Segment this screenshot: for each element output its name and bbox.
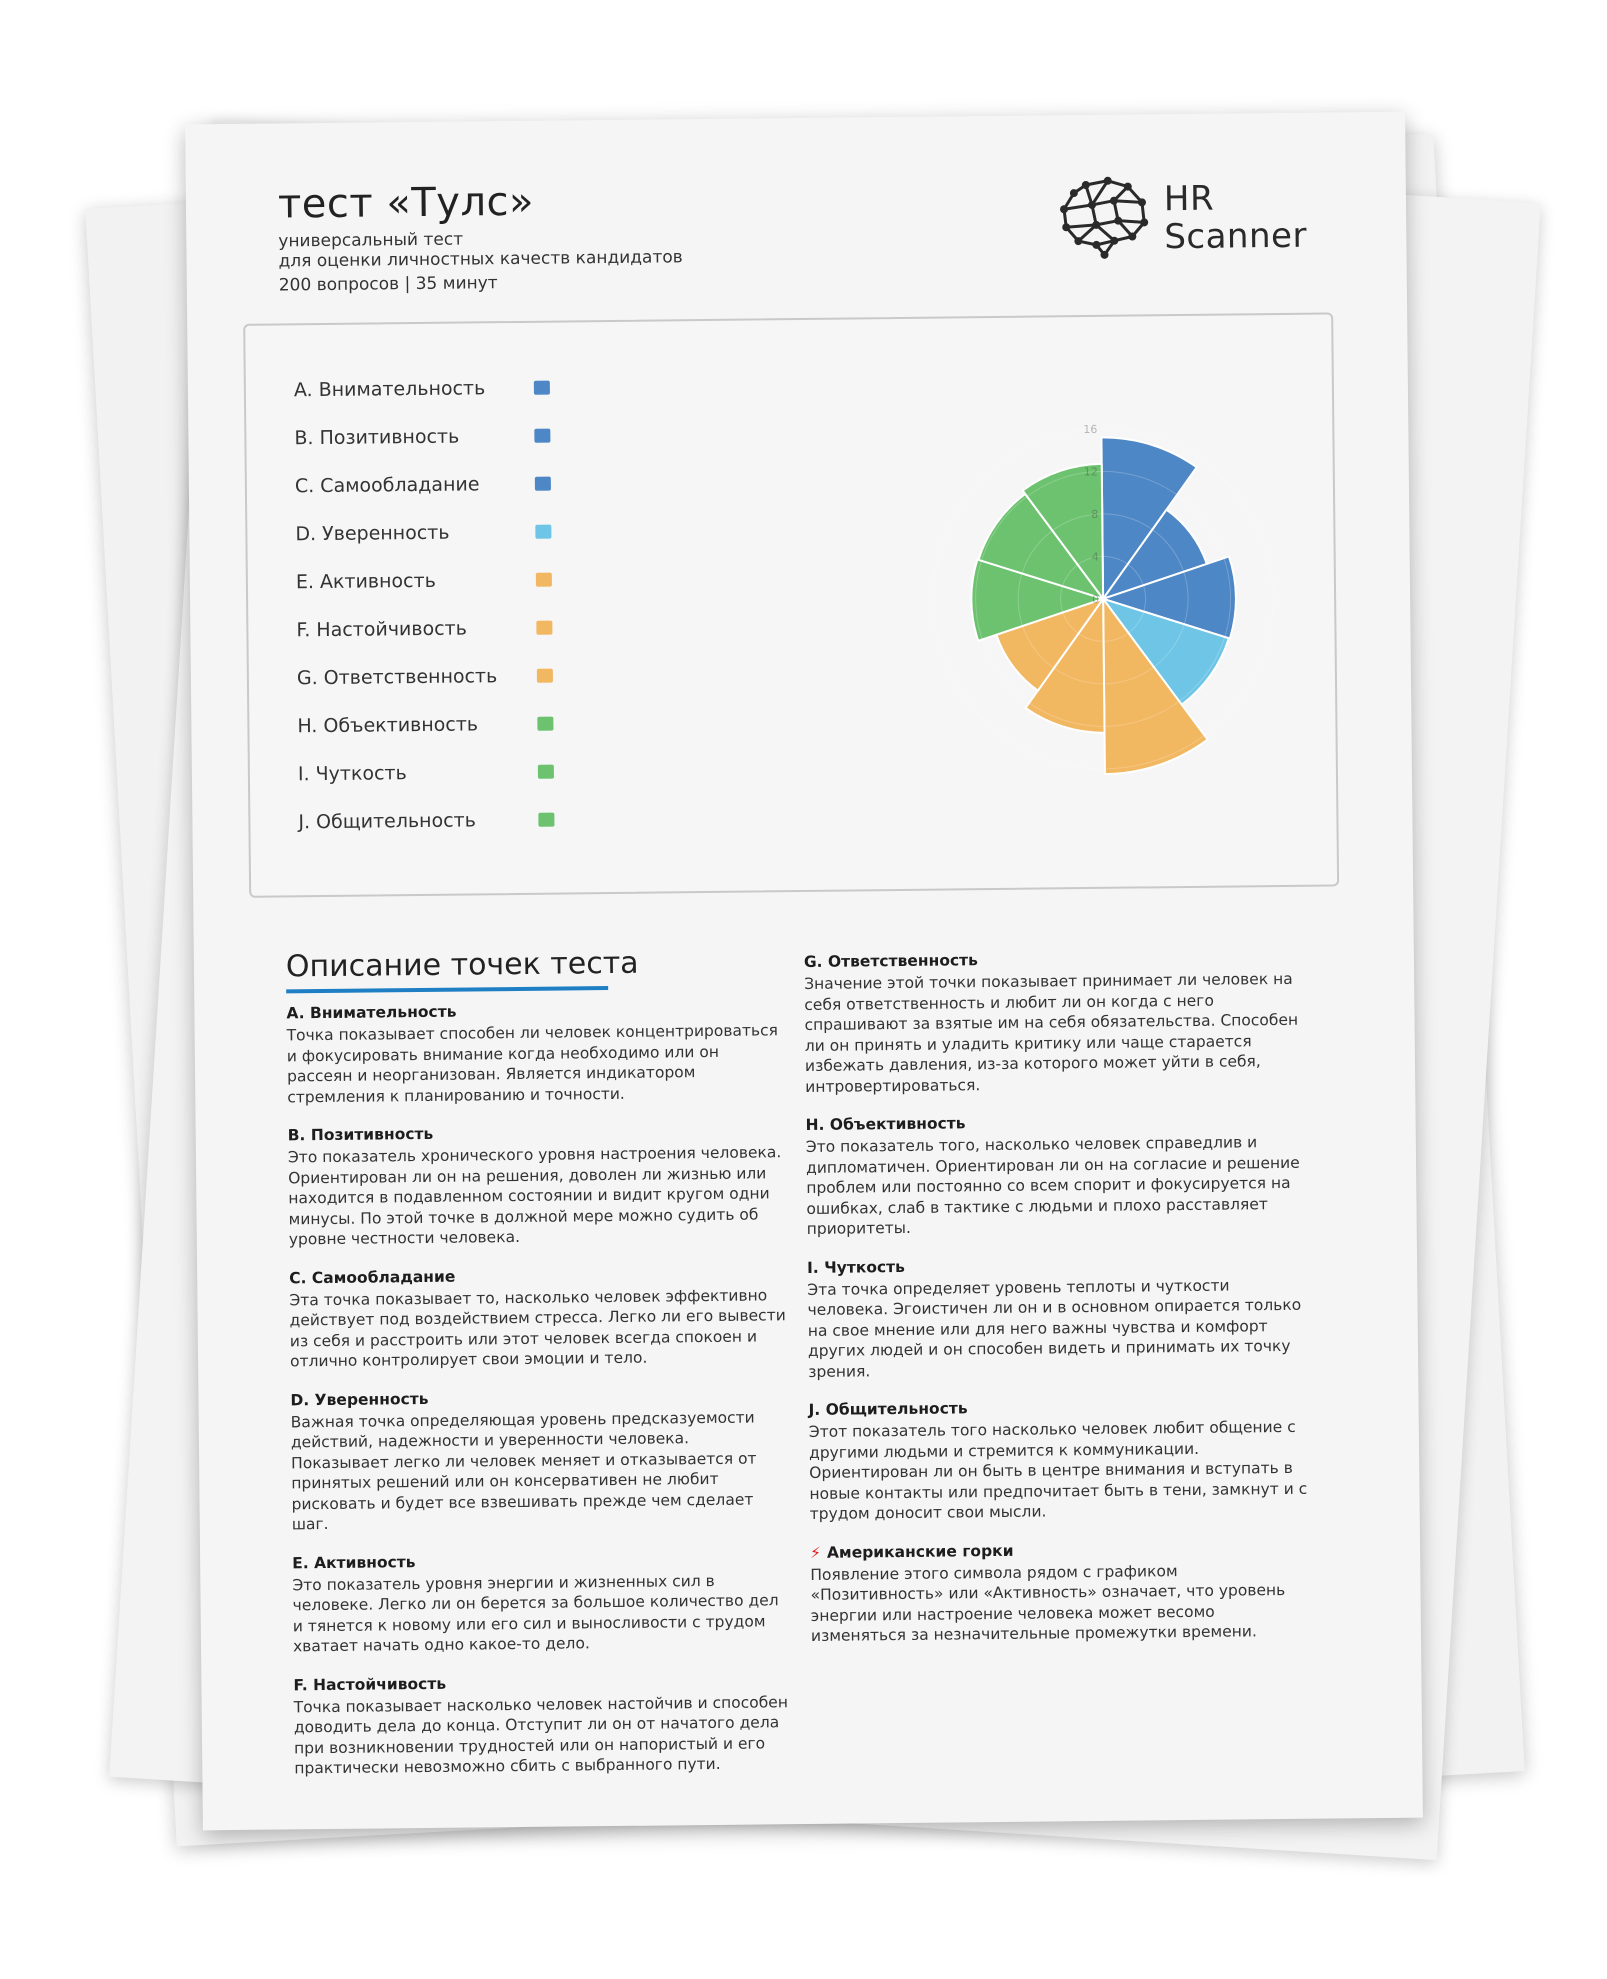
description-heading	[290, 1385, 790, 1410]
description-block	[288, 1120, 789, 1250]
description-text: Эта точка определяет уровень теплоты и чуткости человека. Эгоистичен ли он и в основном опирается только на свое мнение или для него важны чувства и комфорт других людей и он способен видеть и принимать их точку зрения.	[807, 1276, 1302, 1381]
description-block	[290, 1385, 791, 1535]
description-heading-text: Американские горки	[826, 1541, 1014, 1562]
description-heading-text: J. Общительность	[808, 1399, 968, 1419]
legend-item	[297, 704, 577, 755]
front-sheet	[185, 112, 1423, 1831]
legend-item	[297, 656, 577, 707]
description-heading-text: A. Внимательность	[286, 1002, 457, 1023]
hr-scanner-logo	[1056, 172, 1357, 275]
rose-tick-label: 16	[1083, 422, 1098, 437]
description-text: Это показатель хронического уровня настроения человека. Ориентирован ли он на решения, доволен ли жизнью или находится в подавленном состоянии и видит кругом одни минусы. По этой точке в должной мере можно судить об уровне честности человека.	[287, 1143, 782, 1249]
legend-swatch	[535, 477, 551, 491]
legend-swatch	[534, 381, 550, 395]
description-block	[292, 1548, 793, 1657]
legend-label: C. Самообладание	[294, 473, 480, 498]
description-text: Значение этой точки показывает принимает ли человек на себя ответственность и любит ли он когда с него спрашивают за взятые им на себя обязательства. Способен ли он принять и уладить критику или чаще старается избежать давления, из-за которого может уйти в себя, интровертироваться.	[804, 969, 1299, 1096]
legend-label: J. Общительность	[298, 809, 476, 834]
legend-item	[295, 512, 575, 563]
description-block	[808, 1395, 1309, 1525]
subtitle-line-1: универсальный тест	[278, 229, 464, 252]
brain-network-icon	[1056, 174, 1153, 265]
rose-tick-label: 8	[1091, 507, 1099, 521]
description-block	[806, 1110, 1307, 1240]
description-heading	[806, 1110, 1306, 1135]
chart-legend	[294, 368, 579, 851]
description-heading	[286, 998, 786, 1023]
description-title: Описание точек теста	[285, 945, 639, 985]
logo-line-1: HR	[1163, 178, 1215, 220]
subtitle-line-2: для оценки личностных качеств кандидатов	[278, 247, 683, 272]
legend-label: I. Чуткость	[297, 762, 407, 786]
description-heading	[289, 1263, 789, 1288]
legend-swatch	[536, 621, 552, 635]
description-column-right	[804, 947, 1311, 1665]
legend-swatch	[538, 813, 554, 827]
polar-area-chart	[865, 325, 1321, 880]
legend-swatch	[536, 573, 552, 587]
description-heading-text: E. Активность	[292, 1552, 416, 1572]
description-block	[804, 947, 1305, 1097]
description-block	[286, 998, 787, 1107]
description-heading	[810, 1537, 1310, 1562]
description-heading	[292, 1548, 792, 1573]
description-heading	[288, 1120, 788, 1145]
description-heading-text: H. Объективность	[805, 1114, 966, 1134]
description-column-left	[286, 998, 794, 1797]
legend-label: H. Объективность	[297, 713, 479, 738]
description-block	[289, 1263, 790, 1372]
description-heading	[804, 947, 1304, 972]
legend-label: A. Внимательность	[293, 377, 486, 402]
legend-swatch	[535, 525, 551, 539]
legend-item	[298, 800, 578, 851]
description-heading-text: C. Самообладание	[289, 1267, 456, 1287]
rose-tick-label: 4	[1091, 550, 1099, 564]
description-title-underline	[286, 986, 608, 993]
description-text: Эта точка показывает то, насколько человек эффективно действует под воздействием стресса. Легко ли его вывести из себя и расстроить или этот человек всегда спокоен и отлично контролирует свои эмоции и тело.	[289, 1285, 786, 1371]
description-block	[293, 1670, 794, 1779]
description-heading	[808, 1395, 1308, 1420]
legend-label: B. Позитивность	[294, 425, 460, 450]
description-text: Точка показывает насколько человек настойчив и способен доводить дела до конца. Отступит ли он от начатого дела при возникновении трудностей или он напористый и его практически невозможно сбить с выбранного пути.	[293, 1692, 788, 1778]
legend-item	[296, 608, 576, 659]
legend-item	[294, 368, 574, 419]
description-text: Это показатель того, насколько человек справедлив и дипломатичен. Ориентирован ли он на согласие и решение проблем или постоянно со всем спорит и фокусируется на ошибках, слаб в тактике с людьми и плохо расставляет приоритеты.	[805, 1133, 1300, 1238]
test-meta: 200 вопросов | 35 минут	[278, 273, 498, 296]
description-block	[810, 1537, 1311, 1646]
rose-tick-label: 0	[1092, 592, 1100, 606]
page-subtitle	[278, 225, 878, 271]
description-heading	[293, 1670, 793, 1695]
legend-item	[295, 464, 575, 515]
chart-panel	[243, 312, 1339, 897]
legend-item	[294, 416, 574, 467]
legend-swatch	[537, 717, 553, 731]
description-heading-text: G. Ответственность	[803, 951, 979, 971]
description-block	[807, 1252, 1308, 1382]
description-heading-text: F. Настойчивость	[293, 1674, 447, 1694]
legend-label: E. Активность	[295, 569, 436, 594]
description-heading	[807, 1252, 1307, 1277]
legend-label: G. Ответственность	[296, 665, 498, 690]
rose-tick-label: 12	[1083, 465, 1098, 479]
page-title: тест «Тулс»	[277, 178, 535, 228]
lightning-bolt-icon: ⚡	[809, 1543, 822, 1562]
logo-line-2: Scanner	[1164, 215, 1308, 258]
description-text: Точка показывает способен ли человек концентрироваться и фокусировать внимание когда необходимо или он рассеян и неорганизован. Является индикатором стремления к планированию и точности.	[286, 1021, 779, 1106]
legend-label: D. Уверенность	[295, 521, 450, 546]
description-heading-text: B. Позитивность	[287, 1124, 434, 1145]
legend-swatch	[534, 429, 550, 443]
description-text: Это показатель уровня энергии и жизненных сил в человеке. Легко ли он берется за большое количество дел и тянется к новому или его сил и выносливости с трудом хватает начать одно какое-то дело.	[292, 1571, 779, 1656]
description-heading-text: D. Уверенность	[290, 1389, 429, 1409]
legend-item	[298, 752, 578, 803]
legend-swatch	[538, 765, 554, 779]
logo-text	[1164, 179, 1307, 256]
description-text: Важная точка определяющая уровень предсказуемости действий, надежности и уверенности человека. Показывает легко ли человек меняет и отказывается от принятых решений или он консервативен не любит рисковать и будет все взвешивать прежде чем сделает шаг.	[290, 1408, 757, 1534]
description-text: Появление этого символа рядом с графиком «Позитивность» или «Активность» означает, что уровень энергии или настроение человека может весомо изменяться за незначительные промежутки времени.	[810, 1561, 1286, 1645]
description-text: Этот показатель того насколько человек любит общение с другими людьми и стремится к коммуникации. Ориентирован ли он быть в центре внимания и вступать в новые контакты или предпочитает быть в тени, замкнут и с трудом доносит свои мысли.	[808, 1417, 1308, 1523]
legend-swatch	[537, 669, 553, 683]
legend-item	[296, 560, 576, 611]
description-heading-text: I. Чуткость	[807, 1257, 906, 1277]
legend-label: F. Настойчивость	[296, 617, 467, 642]
